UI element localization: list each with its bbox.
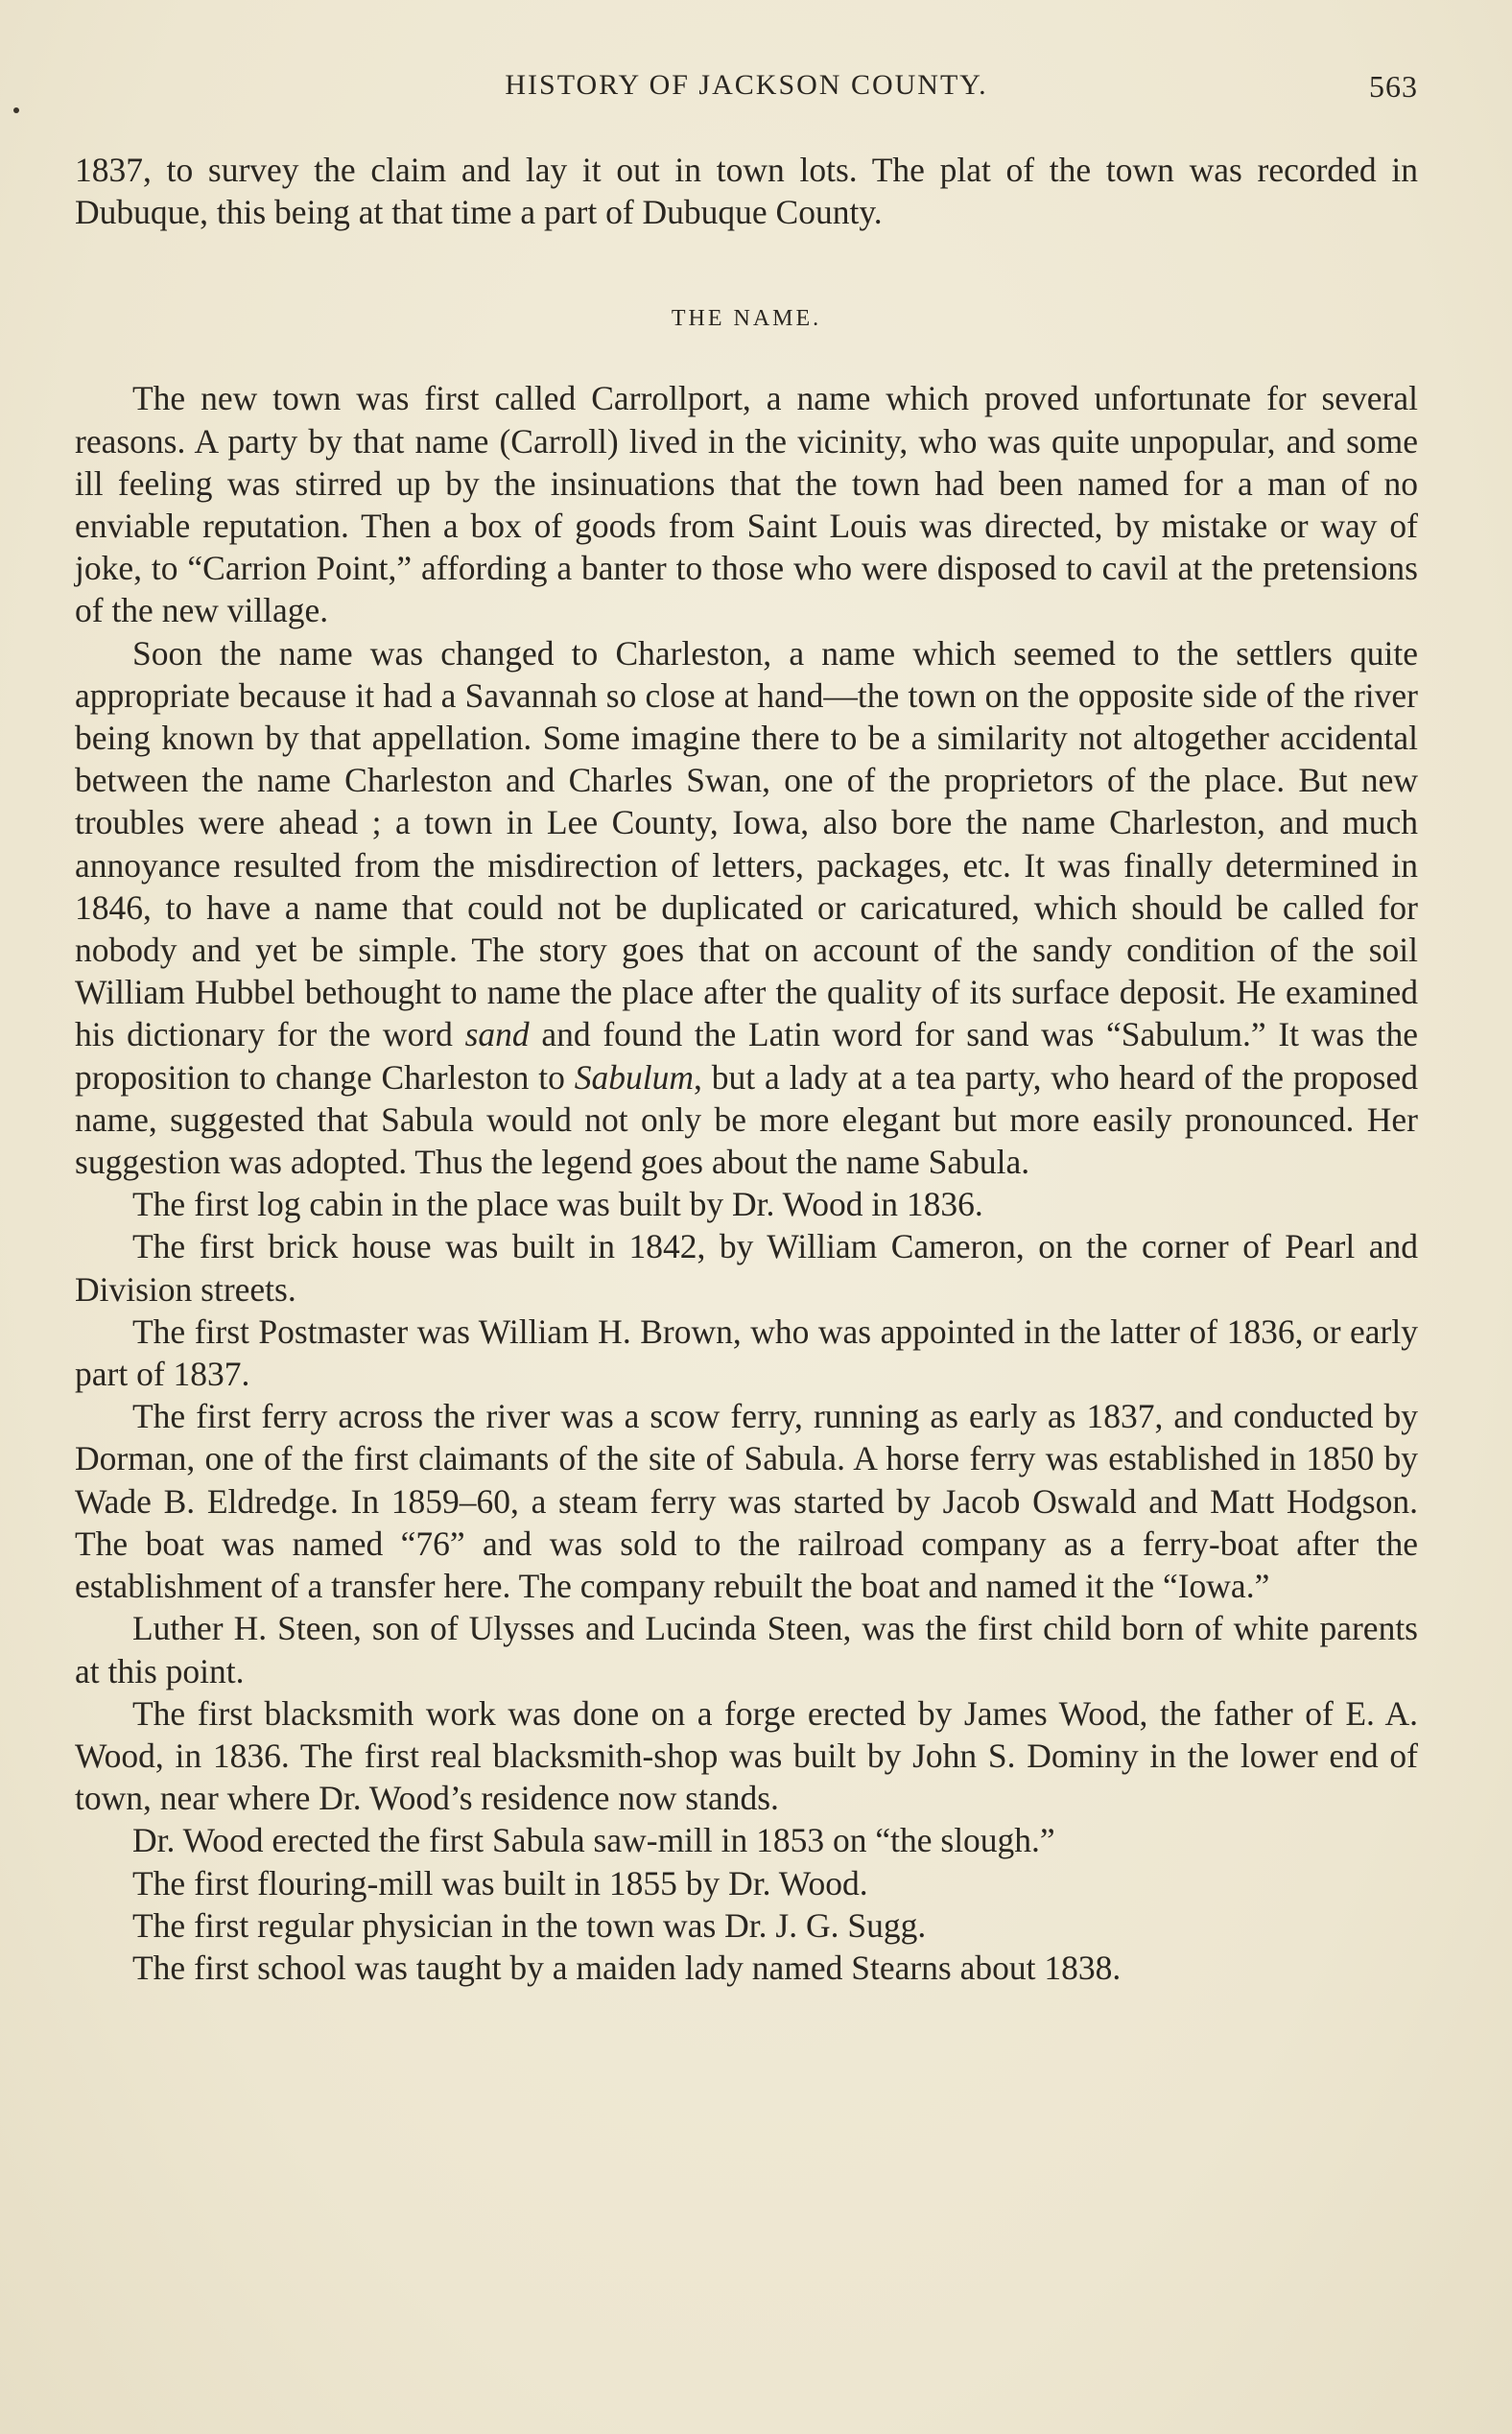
italic-word-sabulum: Sabulum — [574, 1057, 694, 1097]
paragraph-first-flouring-mill: The first flouring-mill was built in 1855 by Dr. Wood. — [132, 1863, 868, 1902]
running-head: HISTORY OF JACKSON COUNTY. — [505, 69, 988, 101]
paragraph-first-brick-house: The first brick house was built in 1842, by William Cameron, on the corner of Pearl and Division streets. — [75, 1227, 1418, 1309]
paragraph-first-physician: The first regular physician in the town was Dr. J. G. Sugg. — [132, 1905, 927, 1945]
paragraph-first-child: Luther H. Steen, son of Ulysses and Lucinda Steen, was the first child born of white parents at this point. — [75, 1609, 1418, 1690]
paragraph-carrollport: The new town was first called Carrollport, a name which proved unfortunate for several reasons. A party by that name (Carroll) lived in the vicinity, who was quite unpopular, and some ill feeling was stirred up by the insinuations that the town had been named for a man of no enviable reputation. Then a box of goods from Saint Louis was directed, by mistake or way of joke, to “Carrion Point,” affording a banter to those who were disposed to cavil at the pretensions of the new village. — [75, 379, 1418, 630]
paragraph-first-saw-mill: Dr. Wood erected the first Sabula saw-mill in 1853 on “the slough.” — [132, 1821, 1055, 1860]
paragraph-first-log-cabin: The first log cabin in the place was built by Dr. Wood in 1836. — [132, 1185, 983, 1224]
paragraph-first-ferry: The first ferry across the river was a scow ferry, running as early as 1837, and conducted by Dorman, one of the first claimants of the site of Sabula. A horse ferry was established in 1850 by Wade B. Eldredge. In 1859–60, a steam ferry was started by Jacob Oswald and Matt Hodgson. The boat was named “76” and was sold to the railroad company as a ferry-boat after the establishment of a transfer here. The company rebuilt the boat and named it the “Iowa.” — [75, 1397, 1418, 1606]
stray-ink-mark — [13, 107, 19, 113]
paragraph-first-blacksmith: The first blacksmith work was done on a forge erected by James Wood, the father of E. A. Wood, in 1836. The first real blacksmith-shop was built by John S. Dominy in the lower end of town, near where Dr. Wood’s residence now stands. — [75, 1693, 1418, 1818]
page-header — [75, 69, 1418, 107]
italic-word-sand: sand — [464, 1015, 530, 1054]
section-heading: THE NAME. — [671, 306, 822, 332]
paragraph-charleston-text-2: and found the Latin word for sand was “Sabulum.” It was the proposition to change Charleston to — [75, 1015, 1418, 1097]
paragraph-charleston — [75, 632, 1418, 1184]
page-number: 563 — [1369, 69, 1418, 104]
paragraph-charleston-text-1: Soon the name was changed to Charleston, a name which seemed to the settlers quite appropriate because it had a Savannah so close at hand—the town on the opposite side of the river being known by that appellation. Some imagine there to be a similarity not altogether accidental between the name Charleston and Charles Swan, one of the proprietors of the place. But new troubles were ahead ; a town in Lee County, Iowa, also bore the name Charleston, and much annoyance resulted from the misdirection of letters, packages, etc. It was finally determined in 1846, to have a name that could not be duplicated or caricatured, which should be called for nobody and yet be simple. The story goes that on account of the sandy condition of the soil William Hubbel bethought to name the place after the quality of its surface deposit. He examined his dictionary for the word — [75, 633, 1418, 1054]
paragraph-continuation: 1837, to survey the claim and lay it out in town lots. The plat of the town was recorded in Dubuque, this being at that time a part of Dubuque County. — [75, 151, 1418, 232]
paragraph-first-postmaster: The first Postmaster was William H. Brown, who was appointed in the latter of 1836, or early part of 1837. — [75, 1312, 1418, 1394]
page-body — [75, 149, 1418, 1989]
paragraph-charleston-text-3: , but a lady at a tea party, who heard of the proposed name, suggested that Sabula would not only be more elegant but more easily pronounced. Her suggestion was adopted. Thus the legend goes about the name Sabula. — [75, 1057, 1418, 1182]
paragraph-first-school: The first school was taught by a maiden lady named Stearns about 1838. — [132, 1948, 1122, 1987]
